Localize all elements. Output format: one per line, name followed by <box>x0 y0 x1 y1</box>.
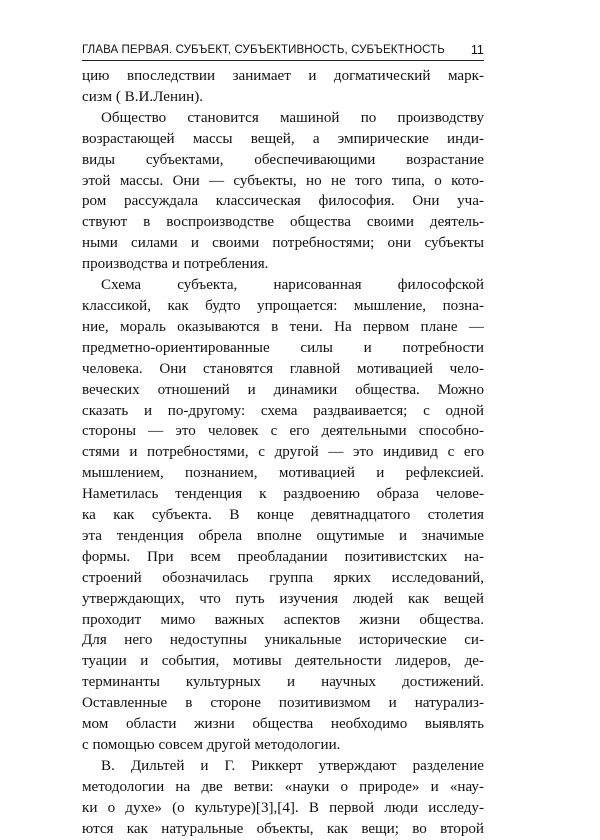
paragraph-1 <box>82 66 484 108</box>
text-line: ние, мораль оказываются в тени. На первом плане — <box>82 318 484 335</box>
text-line: Для него недоступны уникальные исторические си- <box>82 632 484 649</box>
text-line: предметно-ориентированные силы и потребности <box>82 339 484 356</box>
text-line: строений обозначилась группа ярких исследований, <box>82 569 484 586</box>
chapter-title: ГЛАВА ПЕРВАЯ. СУБЪЕКТ, СУБЪЕКТИВНОСТЬ, СУБЪЕКТНОСТЬ <box>82 44 445 56</box>
text-line: формы. При всем преобладании позитивистских на- <box>82 548 484 565</box>
text-line: виды субъектами, обеспечивающими возрастание <box>82 151 484 168</box>
paragraph-4 <box>82 756 484 840</box>
text-line: утверждающих, что путь изучения людей как вещей <box>82 590 484 607</box>
text-line: мышлением, познанием, мотивацией и рефлексией. <box>82 465 484 482</box>
text-line: Оставленные в стороне позитивизмом и натурализ- <box>82 695 484 712</box>
text-line: Общество становится машиной по производству <box>101 109 484 126</box>
text-line: классикой, как будто упрощается: мышление, позна- <box>82 297 484 314</box>
page-number: 11 <box>470 43 484 57</box>
text-line: сизм ( В.И.Ленин). <box>82 88 204 105</box>
text-line: ются как натуральные объекты, как вещи; во второй <box>82 820 484 837</box>
text-line: возрастающей массы вещей, а эмпирические инди- <box>82 130 484 147</box>
text-line: производства и потребления. <box>82 256 269 273</box>
text-line: эта тенденция обрела вполне ощутимые и значимые <box>82 527 484 544</box>
text-line: ки о духе» (о культуре)[3],[4]. В первой люди исследу- <box>82 799 484 816</box>
text-line: сказать и по-другому: схема раздваивается; с одной <box>82 402 484 419</box>
paragraph-3 <box>82 275 484 756</box>
text-line: терминанты культурных и научных достижений. <box>82 674 484 691</box>
text-line: Наметилась тенденция к раздвоению образа челове- <box>82 486 484 503</box>
text-line: цию впоследствии занимает и догматический марк- <box>82 68 484 84</box>
running-head <box>82 40 484 61</box>
text-line: мом области жизни общества необходимо выявлять <box>82 716 484 733</box>
body-text <box>82 66 484 840</box>
text-line: В. Дильтей и Г. Риккерт утверждают разделение <box>101 757 484 774</box>
text-line: ка как субъекта. В конце девятнадцатого столетия <box>82 507 484 524</box>
text-line: Схема субъекта, нарисованная философской <box>101 277 484 294</box>
paragraph-2 <box>82 108 484 275</box>
text-line: с помощью совсем другой методологии. <box>82 737 341 753</box>
text-line: ствуют в воспроизводстве общества своими деятель- <box>82 214 484 231</box>
text-line: туации и события, мотивы деятельности лидеров, де- <box>82 653 484 670</box>
text-line: этой массы. Они — субъекты, но не того типа, о кото- <box>82 172 484 189</box>
text-line: проходит мимо важных аспектов жизни общества. <box>82 611 484 628</box>
text-line: ром рассуждала классическая философия. Они уча- <box>82 193 484 210</box>
text-line: методологии на две ветви: «науки о природе» и «нау- <box>82 778 484 795</box>
text-line: ными силами и своими потребностями; они субъекты <box>82 235 484 252</box>
text-line: стями и потребностями, с другой — это индивид с его <box>82 444 484 461</box>
text-line: стороны — это человек с его деятельными способно- <box>82 423 484 440</box>
text-line: человека. Они становятся главной мотивацией чело- <box>82 360 484 377</box>
text-line: веческих отношений и динамики общества. Можно <box>82 381 484 398</box>
